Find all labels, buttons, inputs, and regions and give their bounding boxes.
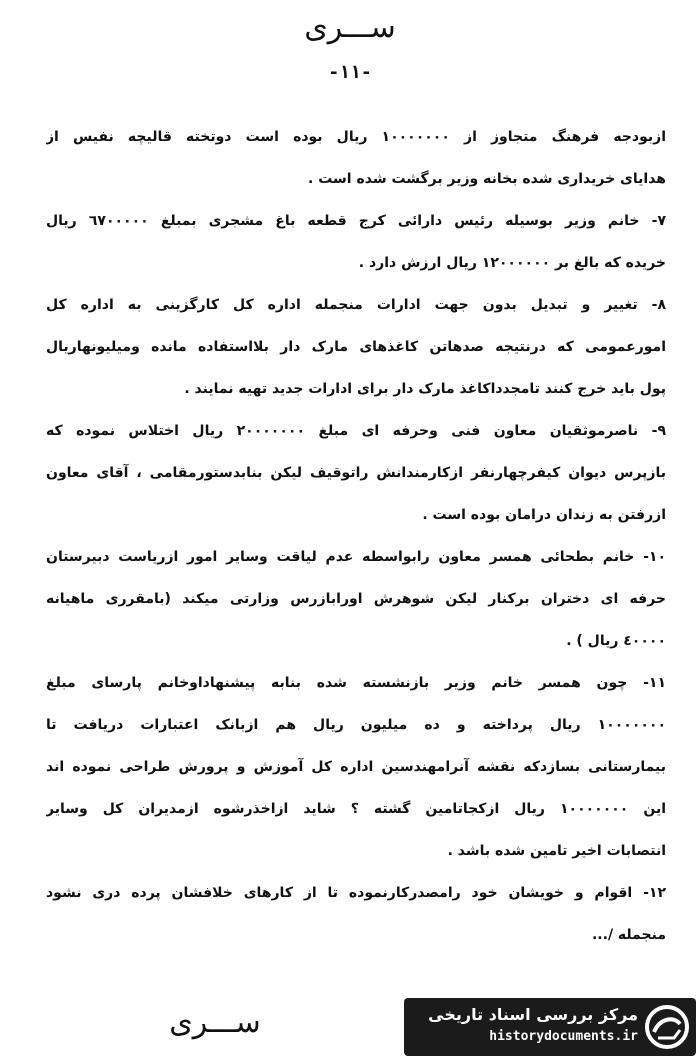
text-line: حرفه ای دختران برکنار لیکن شوهرش اورابازرس وزارتی میکند (بامقرری ماهیانه (46, 591, 666, 607)
text-line: ١٢- اقوام و خویشان خود رامصدرکارنموده تا از کارهای خلافشان پرده دری نشود (46, 885, 666, 901)
text-line: این ١٠٠٠٠٠٠٠ ریال ازکجاتامین گشته ؟ شاید ازاخذرشوه ازمدیران کل وسایر (46, 801, 666, 817)
page-number: -١١- (328, 62, 372, 83)
text-line: ازبودجه فرهنگ متجاوز از ١٠٠٠٠٠٠٠ ریال بوده است دوتخته قالیچه نفیس از (46, 129, 666, 145)
text-line: پول باید خرج کنند تامجدداکاغذ مارک دار برای ادارات جدید تهیه نمایند . (184, 381, 666, 397)
text-line: ٧- خانم وزیر بوسیله رئیس دارائی کرج قطعه باغ مشجری بمبلغ ٦٧٠٠٠٠٠ ریال (46, 213, 666, 229)
text-line: ١٠٠٠٠٠٠٠ ریال پرداخته و ده میلیون ریال هم ازبانک اعتبارات دریافت تا (46, 717, 666, 733)
watermark-url: historydocuments.ir (489, 1029, 638, 1044)
text-line: خریده که بالغ بر ١٢٠٠٠٠٠٠ ریال ارزش دارد . (358, 255, 666, 271)
archive-logo-icon (644, 1004, 690, 1050)
text-line: ١٠- خانم بطحائی همسر معاون رابواسطه عدم لیاقت وسایر امور ازریاست دبیرستان (46, 549, 666, 565)
document-body (46, 116, 666, 956)
text-line: انتصابات اخیر تامین شده باشد . (447, 843, 666, 859)
text-line: منجمله /... (591, 927, 666, 943)
text-line: ازرفتن به زندان درامان بوده است . (422, 507, 666, 523)
text-line: امورعمومی که درنتیجه صدهاتن کاغذهای مارک دار بلااستفاده مانده ومیلیونهاریال (46, 339, 666, 355)
classification-stamp-bottom: ســـری (169, 1005, 261, 1040)
text-line: بازپرس دیوان کیفرچهارنفر ازکارمندانش راتوقیف لیکن بنابدستورمقامی ، آقای معاون (46, 465, 666, 481)
text-line: ١١- چون همسر خانم وزیر بازنشسته شده بنابه پیشنهاداوخانم پارسای مبلغ (46, 675, 666, 691)
text-line: بیمارستانی بسازدکه نقشه آنرامهندسین اداره کل آموزش و پرورش طراحی نموده اند (46, 759, 666, 775)
text-line: ٤٠٠٠٠ ریال ) . (566, 633, 666, 649)
classification-stamp-top: ســـری (304, 10, 396, 45)
archive-watermark (404, 998, 696, 1056)
text-line: هدایای خریداری شده بخانه وزیر برگشت شده است . (308, 171, 666, 187)
watermark-title: مرکز بررسی اسناد تاریخی (428, 1005, 638, 1024)
text-line: ٩- ناصرموثقیان معاون فنی وحرفه ای مبلغ ٢٠٠٠٠٠٠٠ ریال اختلاس نموده که (46, 423, 666, 439)
watermark-text (408, 1004, 638, 1048)
text-line: ٨- تغییر و تبدیل بدون جهت ادارات منجمله اداره کل کارگزینی به اداره کل (46, 297, 666, 313)
